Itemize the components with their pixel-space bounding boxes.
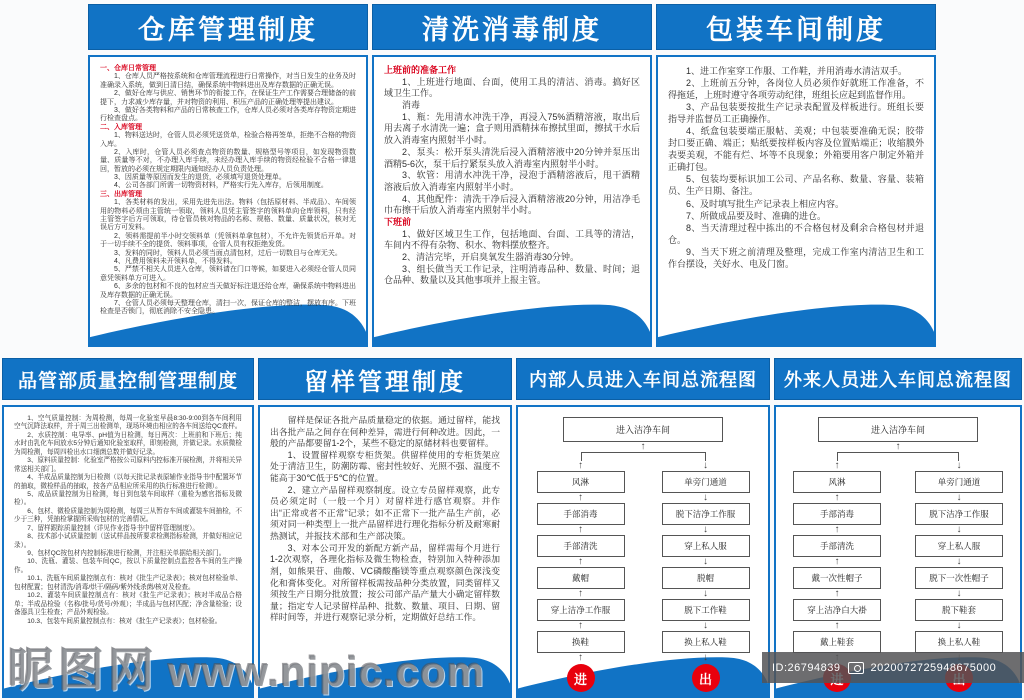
paragraph: 2、清洁完毕，开启臭氧发生器消毒30分钟。 (402, 252, 580, 262)
poster-title: 留样管理制度 (258, 358, 512, 400)
wave-decoration (658, 297, 934, 345)
flowchart-internal-personnel (516, 358, 770, 698)
poster-warehouse-rules (88, 4, 368, 347)
section-heading: 上班前的准备工作 (384, 65, 457, 75)
flow-arrow-up: ↑ (578, 460, 583, 471)
flow-step: 戴上鞋套 (793, 631, 881, 653)
flow-arrow-up: ↑ (834, 492, 840, 503)
flow-step: 穿上洁净白大褂 (793, 599, 881, 621)
paragraph: 4、纸盒包装要端正服帖、美观；中包装要准确无误；胶带封口要正确、端正；贴纸要按样板内容及位置贴端正；收缩膜外表要美观，不能有烂、坏等不良现象；外箱要用客户制定外箱并正确打包。 (668, 126, 924, 173)
paragraph: 8、技术部小试质量控制（送试样品按所要求检测指标检测，并做好相应记录）。 (14, 533, 242, 549)
flow-arrow-down: ↓ (956, 556, 962, 567)
flow-arrow-down: ↓ (703, 460, 708, 471)
flow-arrow-up: ↑ (834, 620, 840, 631)
flow-arrow-down: ↓ (703, 492, 708, 503)
paragraph: 4、凡费用领料未开领料单，不得发料。 (114, 257, 237, 265)
section-heading: 二、入库管理 (100, 123, 142, 131)
flow-connector (581, 452, 706, 461)
watermark-url: www.nipic.com (168, 648, 486, 695)
flow-step: 穿上洁净工作服 (537, 599, 625, 621)
paragraph: 3、组长做当天工作记录，注明消毒品种、数量、时间；退仓品种、数量以及其他事项并上报主管。 (384, 263, 640, 286)
paragraph: 7、仓管人员必须每天整理仓库，清扫一次，保证仓库的整洁，摆放有序。下班检查是否锁门，彻底消除不安全隐患。 (100, 299, 356, 316)
flow-arrow-up: ↑ (834, 460, 840, 471)
flow-step: 脱下一次性帽子 (915, 567, 1003, 589)
stock-id-bar (762, 652, 1024, 683)
paragraph: 3、对本公司开发的新配方新产品，留样需每个月进行1-2次观察，各理化指标及微生物检查，特别加入特种添加剂，如熊果苷、曲酸、VC磷酸酯镁等重点观察颜色深浅变化和膏体变化。对所留样板需按品种分类放置，同类留样又须按生产日期分批放置；按公司部产品产量大小确定留样数量；指定专人记录留样品种、批数、数量、项目、日期、留样时间等，并进行观察记录分析，定期做好总结工作。 (270, 542, 500, 623)
flow-step: 换鞋 (537, 631, 625, 653)
flow-connector (837, 452, 959, 461)
poster-text (260, 407, 510, 624)
poster-title: 清洗消毒制度 (372, 4, 652, 50)
paragraph: 10.2、灌装车间质量控制点有：核对《批生产记录表》；核对半成品合格单；半成品检验（名称/批号/货号/外观）；半成品与包材匹配；净含量检验；设备器具卫生检查；产品外观检验。 (14, 592, 242, 617)
paragraph: 2、入库时，仓管人员必须查点物资的数量、规格型号等项目，如发现物资数量、质量等不对，不办理入库手续，未经办理入库手续的物资经检验不合格一律退回，暂放的必须在规定期限内通知经办人员负责处理。 (100, 148, 356, 173)
flowchart-external-personnel (774, 358, 1022, 698)
watermark (8, 634, 485, 700)
paragraph: 2、做好仓库与供应、销售环节的衔接工作，在保证生产工作需要合理储备的前提下，力求减少库存量，并对物资的利用、积压产品的正确处理等提出建议。 (100, 90, 356, 106)
poster-title: 外来人员进入车间总流程图 (774, 358, 1022, 400)
flow-arrow-up: ↑ (834, 556, 840, 567)
paragraph: 3、产品包装要按批生产记录表配置及样板进行。班组长要指导并监督员工正确操作。 (668, 102, 924, 125)
camera-icon (848, 662, 864, 674)
paragraph: 3、原料质量控制：化验室严格按公司原料内控标准开展检测，并将相关异常送相关部门。 (14, 457, 242, 473)
flow-arrow-up: ↑ (834, 588, 840, 599)
poster-title: 品管部质量控制管理制度 (2, 358, 254, 400)
paragraph: 1、各类材料的发出，采用先进先出法。物料（包括原材料、半成品）、车间领用的物料必须由主管统一领取，领料人员凭主管签字的领料单向仓库领料，只有经主管签字后方可领取，待仓管员核对物品的名称、规格、数量、质量状况，核对无误后方可发料。 (100, 199, 356, 232)
flow-step: 脱下鞋套 (915, 599, 1003, 621)
flow-arrow-up: ↑ (578, 556, 583, 567)
flow-step: 戴帽 (537, 567, 625, 589)
flowchart (518, 407, 768, 692)
poster-title: 包装车间制度 (656, 4, 936, 50)
flow-step: 手部清洗 (793, 535, 881, 557)
flow-step: 穿上私人服 (915, 535, 1003, 557)
paragraph: 1、瓶：先用清水冲洗干净，再浸入75%酒精溶液，取出后用去离子水清洗一遍；盒子则用酒精抹布擦拭里面，擦拭干水后放入消毒室内照射半小时。 (384, 111, 640, 146)
flow-step: 脱下工作鞋 (662, 599, 750, 621)
poster-body (516, 405, 770, 698)
paragraph: 3、做好各类物料和产品的日常核查工作，仓库人员必须对各类库存物资定期进行检查盘点。 (100, 106, 356, 123)
paragraph: 5、成品质量控制为日检测，每日到包装车间取样（重检为感官指标及微检）。 (14, 490, 242, 507)
poster-text (374, 57, 650, 287)
flow-arrow-up: ↑ (578, 524, 583, 535)
paragraph: 留样是保证各批产品质量稳定的依据。通过留样，能找出各批产品之间存在何种差异，需进行何种改进。因此，一般的产品都要留1-2个，某些不稳定的原储材料也要留样。 (270, 415, 500, 449)
paragraph: 10.3、包装车间质量控制点有：核对《批生产记录表》；包材检验。 (27, 617, 222, 625)
flow-arrow-down: ↓ (703, 524, 708, 535)
flow-arrow-down: ↓ (703, 652, 708, 663)
flow-arrow-up: ↑ (578, 588, 583, 599)
paragraph: 10.1、洗瓶车间质量控制点有：核对《批生产记录表》；核对包材检验单、包材配置；包材清洗/消毒/烘干/隔码/紫外线杀菌/核对及检查。 (14, 575, 242, 591)
watermark-site-name: 昵图网 (8, 644, 158, 696)
paragraph: 4、其他配件：清洗干净后浸入酒精溶液20分钟，用洁净毛巾布擦干后放入消毒室内照射半小时。 (384, 193, 640, 216)
flow-endpoint-badge: 进 (567, 664, 595, 692)
paragraph: 6、及时填写批生产记录表上相应内容。 (686, 198, 845, 209)
flow-arrow-down: ↓ (956, 460, 962, 471)
section-heading: 下班前 (384, 216, 412, 227)
flow-arrow-up: ↑ (578, 492, 583, 503)
paragraph: 9、包材QC按包材内控制标准进行检测，并注相关单据给相关部门。 (27, 550, 226, 557)
flow-arrow-down: ↓ (703, 588, 708, 599)
flow-step: 风淋 (537, 471, 625, 493)
stock-serial: 2020072725948675000 (870, 661, 997, 674)
paragraph: 1、上班进行地面、台面，使用工具的清洁、消毒。搞好区域卫生工作。 (384, 76, 640, 99)
section-heading: 三、出库管理 (100, 190, 142, 198)
flow-arrow-down: ↓ (703, 620, 708, 631)
flow-step: 戴一次性帽子 (793, 567, 881, 589)
paragraph: 3、因质量等原因而发生的退货，必须填写退货处理单。 (114, 174, 286, 182)
paragraph: 消毒 (402, 100, 421, 111)
flow-arrow-up: ↑ (895, 441, 901, 452)
paragraph: 1、物料送达时，仓管人员必须凭送货单，检验合格再签单，拒绝不合格的物资入库。 (100, 132, 356, 148)
poster-packaging-workshop-rules (656, 4, 936, 347)
paragraph: 1、做好区域卫生工作，包括地面、台面、工具等的清洁，车间内不得有杂物、积水、物料摆放整齐。 (384, 228, 640, 251)
flow-arrow-up: ↑ (640, 441, 646, 452)
flow-step: 单旁门通道 (662, 471, 750, 493)
paragraph: 2、领料需提前半小时交领料单（凭领料单拿包材），不允许先领货后开单。对于一切手续不全的提货、领料事项，仓管人员有权拒绝发货。 (100, 232, 356, 249)
poster-text (90, 57, 366, 317)
paragraph: 8、当天清理过程中拣出的不合格包材及剩余合格包材并退仓。 (668, 222, 924, 245)
flow-endpoint-badge: 出 (692, 664, 720, 692)
flow-step: 手部消毒 (537, 503, 625, 525)
paragraph: 1、空气质量控制：为周检测，每周一化验室早晨8:30-9:00到各车间利用空气沉降法取样，并于周三出检测单，现场环境由相应的各车间送给QC查样。 (14, 415, 242, 431)
poster-title: 仓库管理制度 (88, 4, 368, 50)
flow-step: 手部消毒 (793, 503, 881, 525)
paragraph: 6、多余的包材和不良的包材应当天做好标注退还给仓库，确保系统中物料进出及库存数据的正确无误。 (100, 283, 356, 299)
flow-step: 脱下洁净工作服 (915, 503, 1003, 525)
flow-arrow-up: ↑ (578, 620, 583, 631)
flow-step: 脱帽 (662, 567, 750, 589)
paragraph: 9、当天下班之前清理及整理，完成工作室内清洁卫生和工作台摆设，关好水、电及门窗。 (668, 246, 924, 269)
poster-text (658, 57, 934, 270)
paragraph: 10、洗瓶、灌装、包装车间QC，按以下质量控制点监控各车间的生产操作。 (14, 558, 242, 574)
poster-title: 内部人员进入车间总流程图 (516, 358, 770, 400)
flow-arrow-up: ↑ (578, 652, 583, 663)
flow-entry-column (537, 461, 625, 692)
paragraph: 7、所做成品要及时、准确的进仓。 (686, 210, 827, 221)
poster-text (4, 407, 252, 626)
section-heading: 一、仓库日常管理 (100, 65, 156, 72)
paragraph: 1、进工作室穿工作服、工作鞋，并用消毒水清洁双手。 (686, 66, 908, 76)
flow-step: 单旁门通道 (915, 471, 1003, 493)
flow-step: 换上私人鞋 (662, 631, 750, 653)
paragraph: 5、包装均要标识加工公司、产品名称、数量、容量、装箱员、生产日期、备注。 (668, 174, 924, 197)
paragraph: 2、泵头：松开泵头清洗后浸入酒精溶液中20分钟并泵压出酒精5-6次，泵干后拧紧泵头放入消毒室内照射半小时。 (384, 146, 640, 169)
paragraph: 5、严禁不相关人员进入仓库，领料请在门口等候，如要进入必须经仓管人员同意凭领料单方可进入。 (100, 266, 356, 282)
flow-step: 脱下洁净工作服 (662, 503, 750, 525)
flowchart (776, 407, 1020, 692)
paragraph: 6、包材、微检质量控制为周检测，每周三从暂存车间或灌装车间抽检，不少于三种，凭抽检掌握所采购包材的完善情况。 (14, 507, 242, 524)
paragraph: 1、设置留样观察专柜货架。供留样使用的专柜货架应处于清洁卫生，防潮防霉、密封性较好、光照不强、温度不能高于30℃低于5℃的位置。 (270, 449, 500, 484)
flow-step: 手部清洗 (537, 535, 625, 557)
paragraph: 2、上班前五分钟，各岗位人员必须作好就班工作准备，不得拖延，上班时遵守各项劳动纪律，班组长应起到监督作用。 (668, 78, 924, 101)
paragraph: 4、半成品质量控制为日检测（以每天批记录表原辅作业指导书中配置环节的抽取，微检样品的抽取，按各产品相应所采用的执行标准进行检测）。 (14, 474, 242, 490)
flow-entry-box: 进入洁净车间 (818, 417, 978, 442)
flow-arrow-down: ↓ (956, 492, 962, 503)
wave-decoration (374, 297, 650, 345)
paragraph: 4、公司各部门所需一切物资材料，严格实行先入库存，后领用制度。 (114, 182, 328, 190)
flow-arrow-down: ↓ (703, 556, 708, 567)
paragraph: 1、仓库人员严格按系统和仓库管理流程进行日常操作，对当日发生的业务及时准确录入系统，做到日清日结，确保系统中物料进出及库存数据的正确无误。 (100, 73, 356, 89)
paragraph: 2、建立产品留样观察制度。设立专员留样观察，此专员必须定时（一般一个月）对留样进行感官观察。并作出“正常或者不正常”记录；如不正常下一批产品生产前，必须对同一种类型上一批产品留样进行理化指标分析及耐寒耐热测试，并报技术部和生产部决策。 (270, 484, 500, 542)
flow-arrow-up: ↑ (834, 524, 840, 535)
flow-arrow-down: ↓ (956, 524, 962, 535)
poster-body (372, 55, 652, 347)
poster-body (88, 55, 368, 347)
flow-step: 穿上私人服 (662, 535, 750, 557)
flow-arrow-down: ↓ (956, 588, 962, 599)
flow-step: 换上私人鞋 (915, 631, 1003, 653)
stock-id: ID:26794839 (772, 661, 841, 674)
poster-body (656, 55, 936, 347)
flow-step: 风淋 (793, 471, 881, 493)
flow-entry-box: 进入洁净车间 (563, 417, 723, 442)
paragraph: 2、水质控制：电导率、pH值为日检测，每日两次：上班前和下班后；纯水时由乳化车间放水5分钟后通知化验室取样，即刻检测，并做记录。水质微检为周检测，每周四检出水口细菌总数并做好记录。 (14, 431, 242, 456)
paragraph: 7、留样跟踪质量控制（详见作业指导书中留样管理制度）。 (27, 524, 199, 532)
poster-cleaning-disinfection-rules (372, 4, 652, 347)
paragraph: 3、发料的同时，领料人员必须当面点清包材，过后一切数目与仓库无关。 (114, 249, 342, 257)
paragraph: 3、软管：用清水冲洗干净，浸泡于酒精溶液后，甩干酒精溶液后放入消毒室内照射半小时。 (384, 170, 640, 192)
flow-exit-column (662, 461, 750, 692)
flow-arrow-down: ↓ (956, 620, 962, 631)
